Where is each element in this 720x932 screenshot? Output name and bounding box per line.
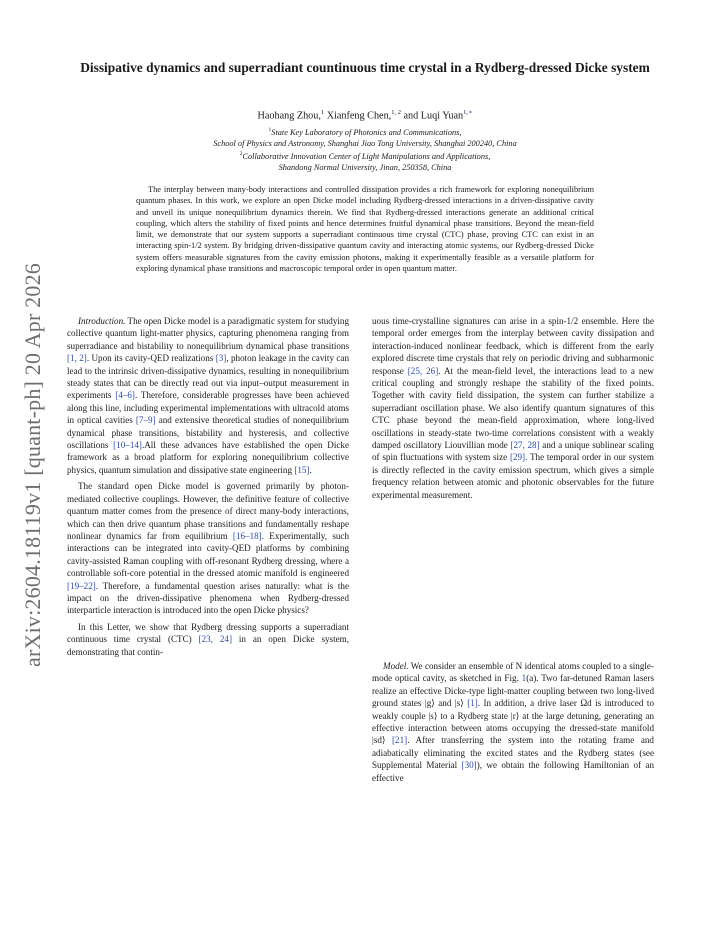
citation-link[interactable]: [7–9] [135,415,156,426]
citation-link[interactable]: [27, 28] [510,440,540,451]
affiliation-text: State Key Laboratory of Photonics and Communications, [271,127,462,137]
affiliation-mark: 2 [239,151,243,158]
affiliation-mark: 1, 2 [391,109,401,116]
body-text: The standard open Dicke model is governed primarily by photon-mediated collective couplings. However, the definitive feature of collective quantum matter comes from the presence of direct many-body interactions, which can then drive quantum phase transitions and fundamentally reshape nonlinear dynamics far from equilibrium [67,481,349,541]
body-text: uous time-crystalline signatures can arise in a spin-1/2 ensemble. Here the temporal order emerges from the interplay between cavity dissipation and interaction-induced nonlinear feedback, which is different from the early explored discrete time crystals that rely on periodic driving and subharmonic response [372,316,654,376]
body-text: . In addition, a drive laser Ωd is introduced to weakly couple |s⟩ to a Rydberg state |r⟩ at the large detuning, generating an effective interaction between atoms occupying the dressed-state manifold |sd⟩ [372,698,654,746]
model-paragraph [372,660,654,784]
citation-link[interactable]: [21] [392,735,408,746]
affiliation-line: School of Physics and Astronomy, Shanghai Jiao Tong University, Shanghai 200240, China [213,139,517,149]
affiliation-mark: 1 [320,109,325,116]
body-text: . At the mean-field level, the interactions lead to a new critical coupling and strongly reshape the stability of the fixed points. Together with cavity field dissipation, the system can further stabilize a superradiant oscillation phase. We also identify quantum signatures of this CTC phase beyond the mean-field approximation, where long-lived oscillations in steady-state two-time correlations consistent with a weakly damped oscillatory Liouvillian mode [372,365,654,451]
body-text: , photon leakage in the cavity can lead to the intrinsic driven-dissipative dynamics, resulting in nonequilibrium steady states that can be directly read out via input–output measurement in experiments [67,353,350,401]
section-lead-model: Model. [383,661,409,671]
citation-link[interactable]: [25, 26] [407,365,439,376]
citation-link[interactable]: [30] [461,760,477,771]
body-paragraph [67,621,349,658]
body-text: . Experimentally, such interactions can be integrated into cavity-QED platforms by combining cavity-assisted Raman coupling with off-resonant Rydberg dressing, where a controllable soft-core potential in the dressed atomic manifold is engineered [67,530,350,579]
body-text: in an open Dicke system, demonstrating that contin- [67,634,349,657]
affiliation-text: Collaborative Innovation Center of Light Manipulations and Applications, [242,152,491,162]
abstract: The interplay between many-body interactions and controlled dissipation provides a rich framework for exploring nonequilibrium quantum phases. In this work, we explore an open Dicke model including Rydberg-dressed interactions in a driven-dissipative cavity and unveil its unique nonequilibrium dynamics therein. We find that Rydberg-dressed interactions generate an additional critical coupling, which alters the stability of fixed points and hence determines fruitful dynamical phase transitions. Beyond the mean-field limit, we demonstrate that our system supports a superradiant continuous time crystal (CTC) phase, proving CTC can exist in an interacting spin-1/2 system. By bridging driven-dissipative quantum cavity and interacting atomic systems, our Rydberg-dressed Dicke system offers measurable signatures from the cavity emission photons, making it experimentally feasible as a versatile platform for exploring dynamical phase transitions and macroscopic temporal order in open quantum matter. [136,185,594,274]
body-text: In this Letter, we show that Rydberg dressing supports a superradiant continuous time crystal (CTC) [67,621,349,645]
intro-paragraph [67,315,349,476]
arxiv-identifier [18,230,48,700]
author-name: Haohang Zhou, [257,110,321,122]
affiliation-number: 1, [463,109,469,116]
affiliations [60,125,670,174]
citation-link[interactable]: [1, 2] [67,353,87,364]
right-column-top [372,315,654,505]
body-text: We consider an ensemble of N identical atoms coupled to a single-mode optical cavity, as sketched in Fig. [372,661,654,684]
citation-link[interactable]: [29] [509,452,526,463]
citation-link[interactable]: [15] [294,464,310,475]
affiliation-line [60,125,670,138]
citation-link[interactable]: [16–18] [232,530,262,541]
body-text: . After transferring the system into the rotating frame and adiabatically eliminating the excited states and the Rydberg states (see Supplemental Material [372,735,654,771]
body-text: and a unique sublinear scaling of spin fluctuations with system size [372,440,654,463]
right-column-model [372,660,654,788]
citation-link[interactable]: [4–6] [115,390,135,401]
citation-link[interactable]: [19–22] [67,580,96,591]
figure-link[interactable]: 1 [521,673,527,684]
citation-link[interactable]: [1] [467,698,478,709]
section-lead-introduction: Introduction. [78,316,126,326]
corresponding-author-link[interactable]: ∗ [468,109,473,116]
body-text: The open Dicke model is a paradigmatic system for studying collective quantum light-matter physics, capturing phenomena ranging from superradiance and bistability to nonequilibrium dynamical phase transitions [67,316,349,351]
body-text: . [309,464,312,475]
citation-link[interactable]: [3] [215,353,227,364]
body-text: . Therefore, considerable progresses have been achieved along this line, including experimental implementations with ultracold atoms in optical cavities [67,390,349,426]
author-name: Xianfeng Chen, [326,110,392,122]
paper-title: Dissipative dynamics and superradiant countinuous time crystal in a Rydberg-dressed Dicke system [80,60,650,75]
body-text: and extensive theoretical studies of nonequilibrium dynamical phase transitions, bistability and hysteresis, and collective oscillations [67,415,349,451]
body-text: . Therefore, a fundamental question arises naturally: what is the impact on the driven-dissipative phenomena when Rydberg-dressed interparticle interaction is introduced into the open Dicke physics? [67,580,349,616]
left-column [67,315,349,662]
author-list [60,108,670,121]
affiliation-line: Shandong Normal University, Jinan, 250358, China [278,163,452,173]
affiliation-line [60,149,670,162]
body-text: . Upon its cavity-QED realizations [86,353,216,364]
affiliation-mark: 1 [268,127,272,133]
arxiv-id-text: arXiv:2604.18119v1 [quant-ph] 20 Apr 2026 [20,263,46,667]
citation-link[interactable]: [23, 24] [198,634,232,645]
citation-link[interactable]: [10–14] [113,440,142,451]
author-conjunction: and [403,110,419,122]
body-text: . The temporal order in our system is directly reflected in the cavity emission spectrum, which gives a simple frequency relation between atomic and photonic observables for the future experimental measurement. [372,452,654,500]
body-text: .All these advances have established the open Dicke framework as a broad platform for exploring nonequilibrium collective physics, quantum simulation and dissipative state engineering [67,440,350,475]
body-paragraph [372,315,654,501]
author-name: Luqi Yuan [420,110,464,122]
body-text: (a). Two far-detuned Raman lasers realize an effective Dicke-type light-matter coupling between two long-lived ground states |g⟩ and |s⟩ [372,673,654,709]
body-text: ), we obtain the following Hamiltonian of an effective [372,760,654,783]
body-paragraph [67,480,349,616]
affiliation-mark [463,109,472,116]
